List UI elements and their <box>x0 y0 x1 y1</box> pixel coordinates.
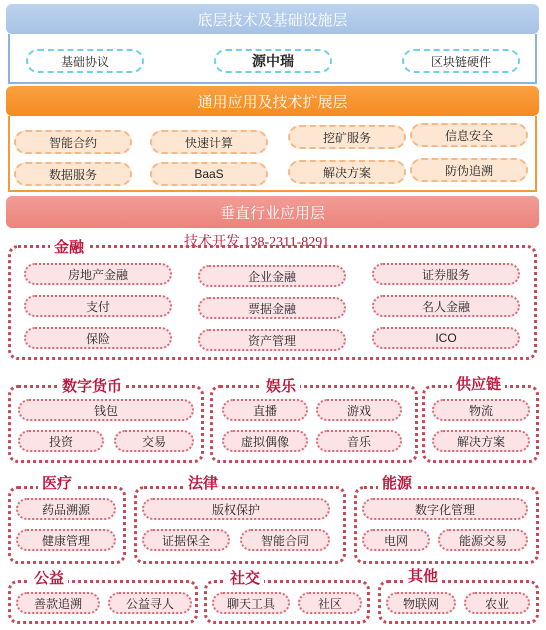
pill-music: 音乐 <box>316 430 402 452</box>
base-layer-title: 底层技术及基础设施层 <box>197 11 348 29</box>
pill-baas: BaaS <box>150 162 268 186</box>
group-welfare-title: 公益 <box>30 567 68 588</box>
general-layer-header <box>6 86 539 116</box>
pill-drug-trace: 药品溯源 <box>16 498 116 520</box>
general-layer-title: 通用应用及技术扩展层 <box>197 93 348 111</box>
pill-digital-management: 数字化管理 <box>362 498 528 520</box>
pill-asset-management: 资产管理 <box>198 329 346 351</box>
pill-data-service: 数据服务 <box>14 162 132 186</box>
group-supply-chain-title: 供应链 <box>452 373 505 394</box>
pill-evidence: 证据保全 <box>142 529 230 551</box>
pill-blockchain-hardware: 区块链硬件 <box>402 49 520 73</box>
pill-smart-contract: 智能合约 <box>14 130 132 154</box>
pill-agriculture: 农业 <box>464 592 530 614</box>
pill-power-grid: 电网 <box>362 529 430 551</box>
group-finance-title: 金融 <box>50 236 88 257</box>
group-law-title: 法律 <box>184 472 222 493</box>
contact-text: 技术开发 138-2311-8291 <box>184 235 330 250</box>
group-medical-title: 医疗 <box>38 472 76 493</box>
pill-iot: 物联网 <box>386 592 456 614</box>
pill-securities: 证券服务 <box>372 263 520 285</box>
base-layer-header <box>6 4 539 34</box>
pill-logistics: 物流 <box>432 399 530 421</box>
pill-insurance: 保险 <box>24 327 172 349</box>
pill-copyright: 版权保护 <box>142 498 330 520</box>
pill-missing-person: 公益寻人 <box>108 592 192 614</box>
vertical-layer-header <box>6 196 539 228</box>
group-energy-title: 能源 <box>378 472 416 493</box>
pill-info-security: 信息安全 <box>410 123 528 147</box>
pill-wallet: 钱包 <box>18 399 194 421</box>
pill-celebrity-finance: 名人金融 <box>372 295 520 317</box>
pill-smart-contract-law: 智能合同 <box>240 529 330 551</box>
pill-investment: 投资 <box>18 430 104 452</box>
pill-fast-compute: 快速计算 <box>150 130 268 154</box>
pill-real-estate-finance: 房地产金融 <box>24 263 172 285</box>
pill-ico: ICO <box>372 327 520 349</box>
pill-trade: 交易 <box>114 430 194 452</box>
pill-health-management: 健康管理 <box>16 529 116 551</box>
pill-virtual-idol: 虚拟偶像 <box>222 430 308 452</box>
pill-energy-trade: 能源交易 <box>438 529 528 551</box>
pill-bill-finance: 票据金融 <box>198 297 346 319</box>
group-digital-currency-title: 数字货币 <box>58 375 126 396</box>
pill-basic-protocol: 基础协议 <box>26 49 144 73</box>
pill-live-stream: 直播 <box>222 399 308 421</box>
pill-supply-solution: 解决方案 <box>432 430 530 452</box>
pill-payment: 支付 <box>24 295 172 317</box>
pill-solution: 解决方案 <box>288 160 406 184</box>
pill-anti-counterfeit: 防伪追溯 <box>410 158 528 182</box>
pill-donation-trace: 善款追溯 <box>16 592 100 614</box>
pill-mining-service: 挖矿服务 <box>288 125 406 149</box>
pill-community: 社区 <box>298 592 362 614</box>
group-social-title: 社交 <box>226 567 264 588</box>
pill-company: 源中瑞 <box>214 49 332 73</box>
group-entertainment-title: 娱乐 <box>262 375 300 396</box>
pill-enterprise-finance: 企业金融 <box>198 265 346 287</box>
pill-chat-tool: 聊天工具 <box>212 592 290 614</box>
vertical-layer-title: 垂直行业应用层 <box>219 204 325 222</box>
group-other-title: 其他 <box>404 565 442 586</box>
pill-game: 游戏 <box>316 399 402 421</box>
